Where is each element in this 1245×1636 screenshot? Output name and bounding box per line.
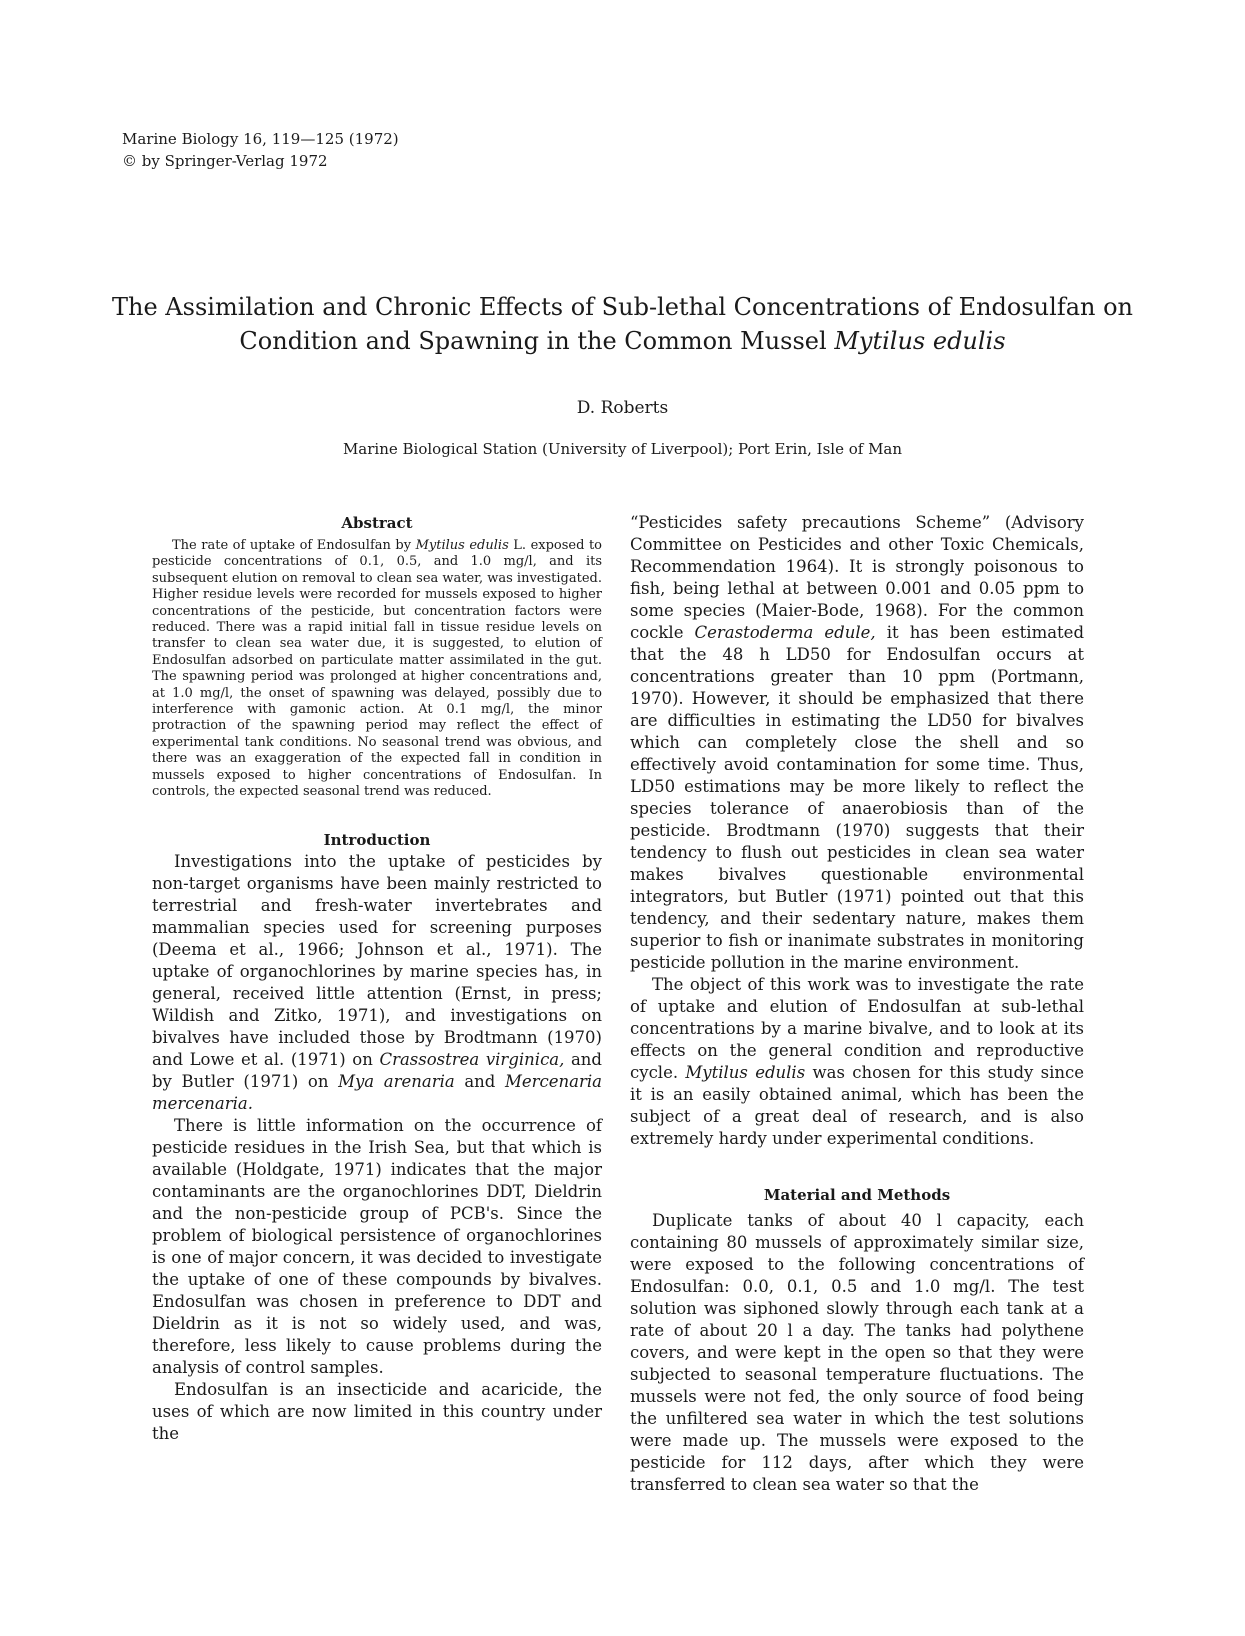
title-text: The Assimilation and Chronic Effects of Sub-lethal Concentrations of Endosulfan on Condition and Spawning in the Common Mussel xyxy=(112,293,1133,355)
title-species: Mytilus edulis xyxy=(834,327,1006,355)
paper-title xyxy=(80,290,1165,358)
intro-part: Investigations into the uptake of pesticides by non-target organisms have been mainly restricted to terrestrial and fresh-water invertebrates and mammalian species used for screening purposes (Deema et al., 1966; Johnson et al., 1971). The uptake of organochlorines by marine species has, in general, received little attention (Ernst, in press; Wildish and Zitko, 1971), and investigations on bivalves have included those by Brodtmann (1970) and Lowe et al. (1971) on xyxy=(152,851,602,1069)
intro-part: it has been estimated that the 48 h LD50 for Endosulfan occurs at concentrations greater than 10 ppm (Portmann, 1970). However, it should be emphasized that there are difficulties in estimating the LD50 for bivalves which can completely close the shell and so effectively avoid contamination for some time. Thus, LD50 estimations may be more likely to reflect the species tolerance of anaerobiosis than of the pesticide. Brodtmann (1970) suggests that their tendency to flush out pesticides in clean sea water makes bivalves questionable environmental integrators, but Butler (1971) pointed out that this tendency, and their sedentary nature, makes them superior to fish or inanimate substrates in monitoring pesticide pollution in the marine environment. xyxy=(630,623,1085,972)
intro-paragraph-2: There is little information on the occurrence of pesticide residues in the Irish Sea, but that which is available (Holdgate, 1971) indicates that the major contaminants are the organochlorines DDT, Dieldrin and the non-pesticide group of PCB's. Since the problem of biological persistence of organochlorines is one of major concern, it was decided to investigate the uptake of one of these compounds by bivalves. Endosulfan was chosen in preference to DDT and Dieldrin as it is not so widely used, and was, therefore, less likely to cause problems during the analysis of control samples. xyxy=(152,1115,602,1377)
journal-reference: Marine Biology 16, 119—125 (1972) xyxy=(122,130,399,148)
species-name: Mercenaria mercenaria. xyxy=(152,1071,603,1113)
intro-paragraph-4 xyxy=(630,974,1084,1150)
abstract-text xyxy=(152,538,602,801)
author-name: D. Roberts xyxy=(576,398,669,418)
species-name: Crassostrea virginica, xyxy=(379,1049,565,1069)
intro-part: and by Butler (1971) on xyxy=(152,1049,602,1091)
abstract-part: The rate of uptake of Endosulfan by xyxy=(172,538,412,553)
intro-paragraph-3-continued xyxy=(630,512,1084,974)
author-affiliation: Marine Biological Station (University of Liverpool); Port Erin, Isle of Man xyxy=(342,440,903,458)
intro-paragraph-3: Endosulfan is an insecticide and acaricide, the uses of which are now limited in this country under the xyxy=(152,1379,602,1443)
intro-part: was chosen for this study since it is an easily obtained animal, which has been the subject of a great deal of research, and is also extremely hardy under experimental conditions. xyxy=(630,1063,1085,1148)
species-name: Mytilus edulis xyxy=(685,1063,806,1082)
left-column xyxy=(152,512,602,1445)
abstract-part: L. exposed to pesticide concentrations of 0.1, 0.5, and 1.0 mg/l, and its subsequent elution on removal to clean sea water, was investigated. Higher residue levels were recorded for mussels exposed to higher concentrations of the pesticide, but concentration factors were reduced. There was a rapid initial fall in tissue residue levels on transfer to clean sea water due, it is suggested, to elution of Endosulfan adsorbed on particulate matter assimilated in the gut. The spawning period was prolonged at higher concentrations and, at 1.0 mg/l, the onset of spawning was delayed, possibly due to interference with gamonic action. At 0.1 mg/l, the minor protraction of the spawning period may reflect the effect of experimental tank conditions. No seasonal trend was obvious, and there was an exaggeration of the expected fall in condition in mussels exposed to higher concentrations of Endosulfan. In controls, the expected seasonal trend was reduced. xyxy=(152,538,602,800)
copyright-line: © by Springer-Verlag 1972 xyxy=(122,152,328,170)
species-name: Mya arenaria xyxy=(338,1071,455,1091)
journal-citation xyxy=(122,128,399,172)
methods-heading: Material and Methods xyxy=(763,1186,951,1204)
species-name: Cerastoderma edule, xyxy=(694,623,876,642)
introduction-heading: Introduction xyxy=(323,830,431,849)
right-column xyxy=(630,512,1084,1496)
intro-part: The object of this work was to investigate the rate of uptake and elution of Endosulfan at sub-lethal concentrations by a marine bivalve, and to look at its effects on the general condition and reproductive cycle. xyxy=(630,975,1084,1082)
abstract-heading: Abstract xyxy=(341,514,413,532)
intro-part: and xyxy=(464,1071,496,1091)
methods-paragraph-1: Duplicate tanks of about 40 l capacity, each containing 80 mussels of approximately similar size, were exposed to the following concentrations of Endosulfan: 0.0, 0.1, 0.5 and 1.0 mg/l. The test solution was siphoned slowly through each tank at a rate of about 20 l a day. The tanks had polythene covers, and were kept in the open so that they were subjected to seasonal temperature fluctuations. The mussels were not fed, the only source of food being the unfiltered sea water in which the test solutions were made up. The mussels were exposed to the pesticide for 112 days, after which they were transferred to clean sea water so that the xyxy=(630,1211,1084,1494)
intro-part: “Pesticides safety precautions Scheme” (Advisory Committee on Pesticides and other Toxic Chemicals, Recommendation 1964). It is strongly poisonous to fish, being lethal at between 0.001 and 0.05 ppm to some species (Maier-Bode, 1968). For the common cockle xyxy=(630,513,1084,642)
intro-paragraph-1 xyxy=(152,851,602,1115)
abstract-species: Mytilus edulis xyxy=(415,538,509,553)
